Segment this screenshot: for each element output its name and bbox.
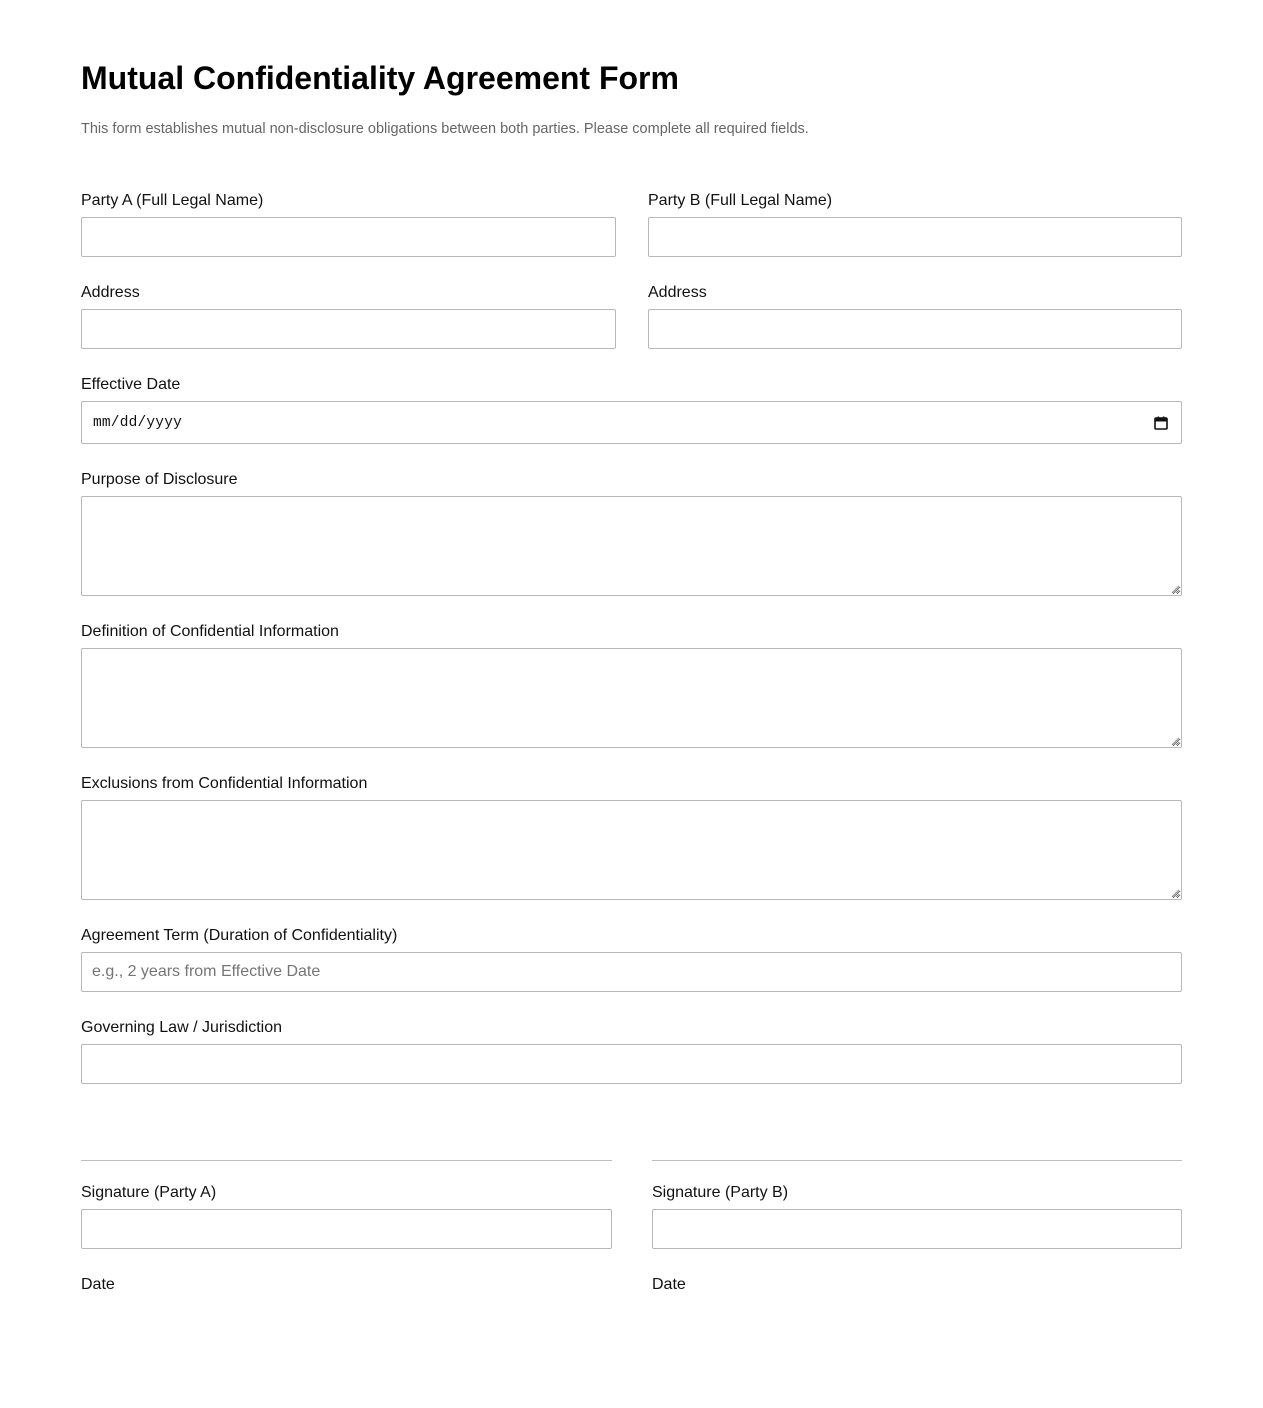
party-b-address-input[interactable] bbox=[648, 309, 1182, 349]
purpose-textarea[interactable] bbox=[81, 496, 1182, 596]
term-label: Agreement Term (Duration of Confidentiality) bbox=[81, 927, 398, 944]
exclusions-label: Exclusions from Confidential Information bbox=[81, 775, 368, 792]
effective-date-placeholder: mm/dd/yyyy bbox=[93, 414, 183, 431]
exclusions-textarea[interactable] bbox=[81, 800, 1182, 900]
form-intro: This form establishes mutual non-disclosure obligations between both parties. Please complete all required fields. bbox=[81, 121, 809, 137]
governing-law-label: Governing Law / Jurisdiction bbox=[81, 1019, 282, 1036]
page-title: Mutual Confidentiality Agreement Form bbox=[81, 60, 679, 96]
party-a-name-input[interactable] bbox=[81, 217, 616, 257]
signature-divider-party-a bbox=[81, 1160, 612, 1161]
party-b-address-label: Address bbox=[648, 284, 707, 301]
purpose-label: Purpose of Disclosure bbox=[81, 471, 238, 488]
signature-party-b-label: Signature (Party B) bbox=[652, 1184, 789, 1201]
signature-party-b-input[interactable] bbox=[652, 1209, 1182, 1249]
party-a-address-label: Address bbox=[81, 284, 140, 301]
effective-date-input[interactable] bbox=[81, 401, 1182, 444]
signature-divider-party-b bbox=[652, 1160, 1182, 1161]
governing-law-input[interactable] bbox=[81, 1044, 1182, 1084]
term-input[interactable] bbox=[81, 952, 1182, 992]
party-b-name-input[interactable] bbox=[648, 217, 1182, 257]
party-b-name-label: Party B (Full Legal Name) bbox=[648, 192, 833, 209]
calendar-icon[interactable] bbox=[1154, 416, 1168, 430]
party-a-name-label: Party A (Full Legal Name) bbox=[81, 192, 264, 209]
definition-label: Definition of Confidential Information bbox=[81, 623, 339, 640]
party-a-address-input[interactable] bbox=[81, 309, 616, 349]
signature-party-b-date-label: Date bbox=[652, 1276, 686, 1293]
signature-party-a-input[interactable] bbox=[81, 1209, 612, 1249]
signature-party-a-date-label: Date bbox=[81, 1276, 115, 1293]
definition-textarea[interactable] bbox=[81, 648, 1182, 748]
effective-date-label: Effective Date bbox=[81, 376, 181, 393]
signature-party-a-label: Signature (Party A) bbox=[81, 1184, 217, 1201]
